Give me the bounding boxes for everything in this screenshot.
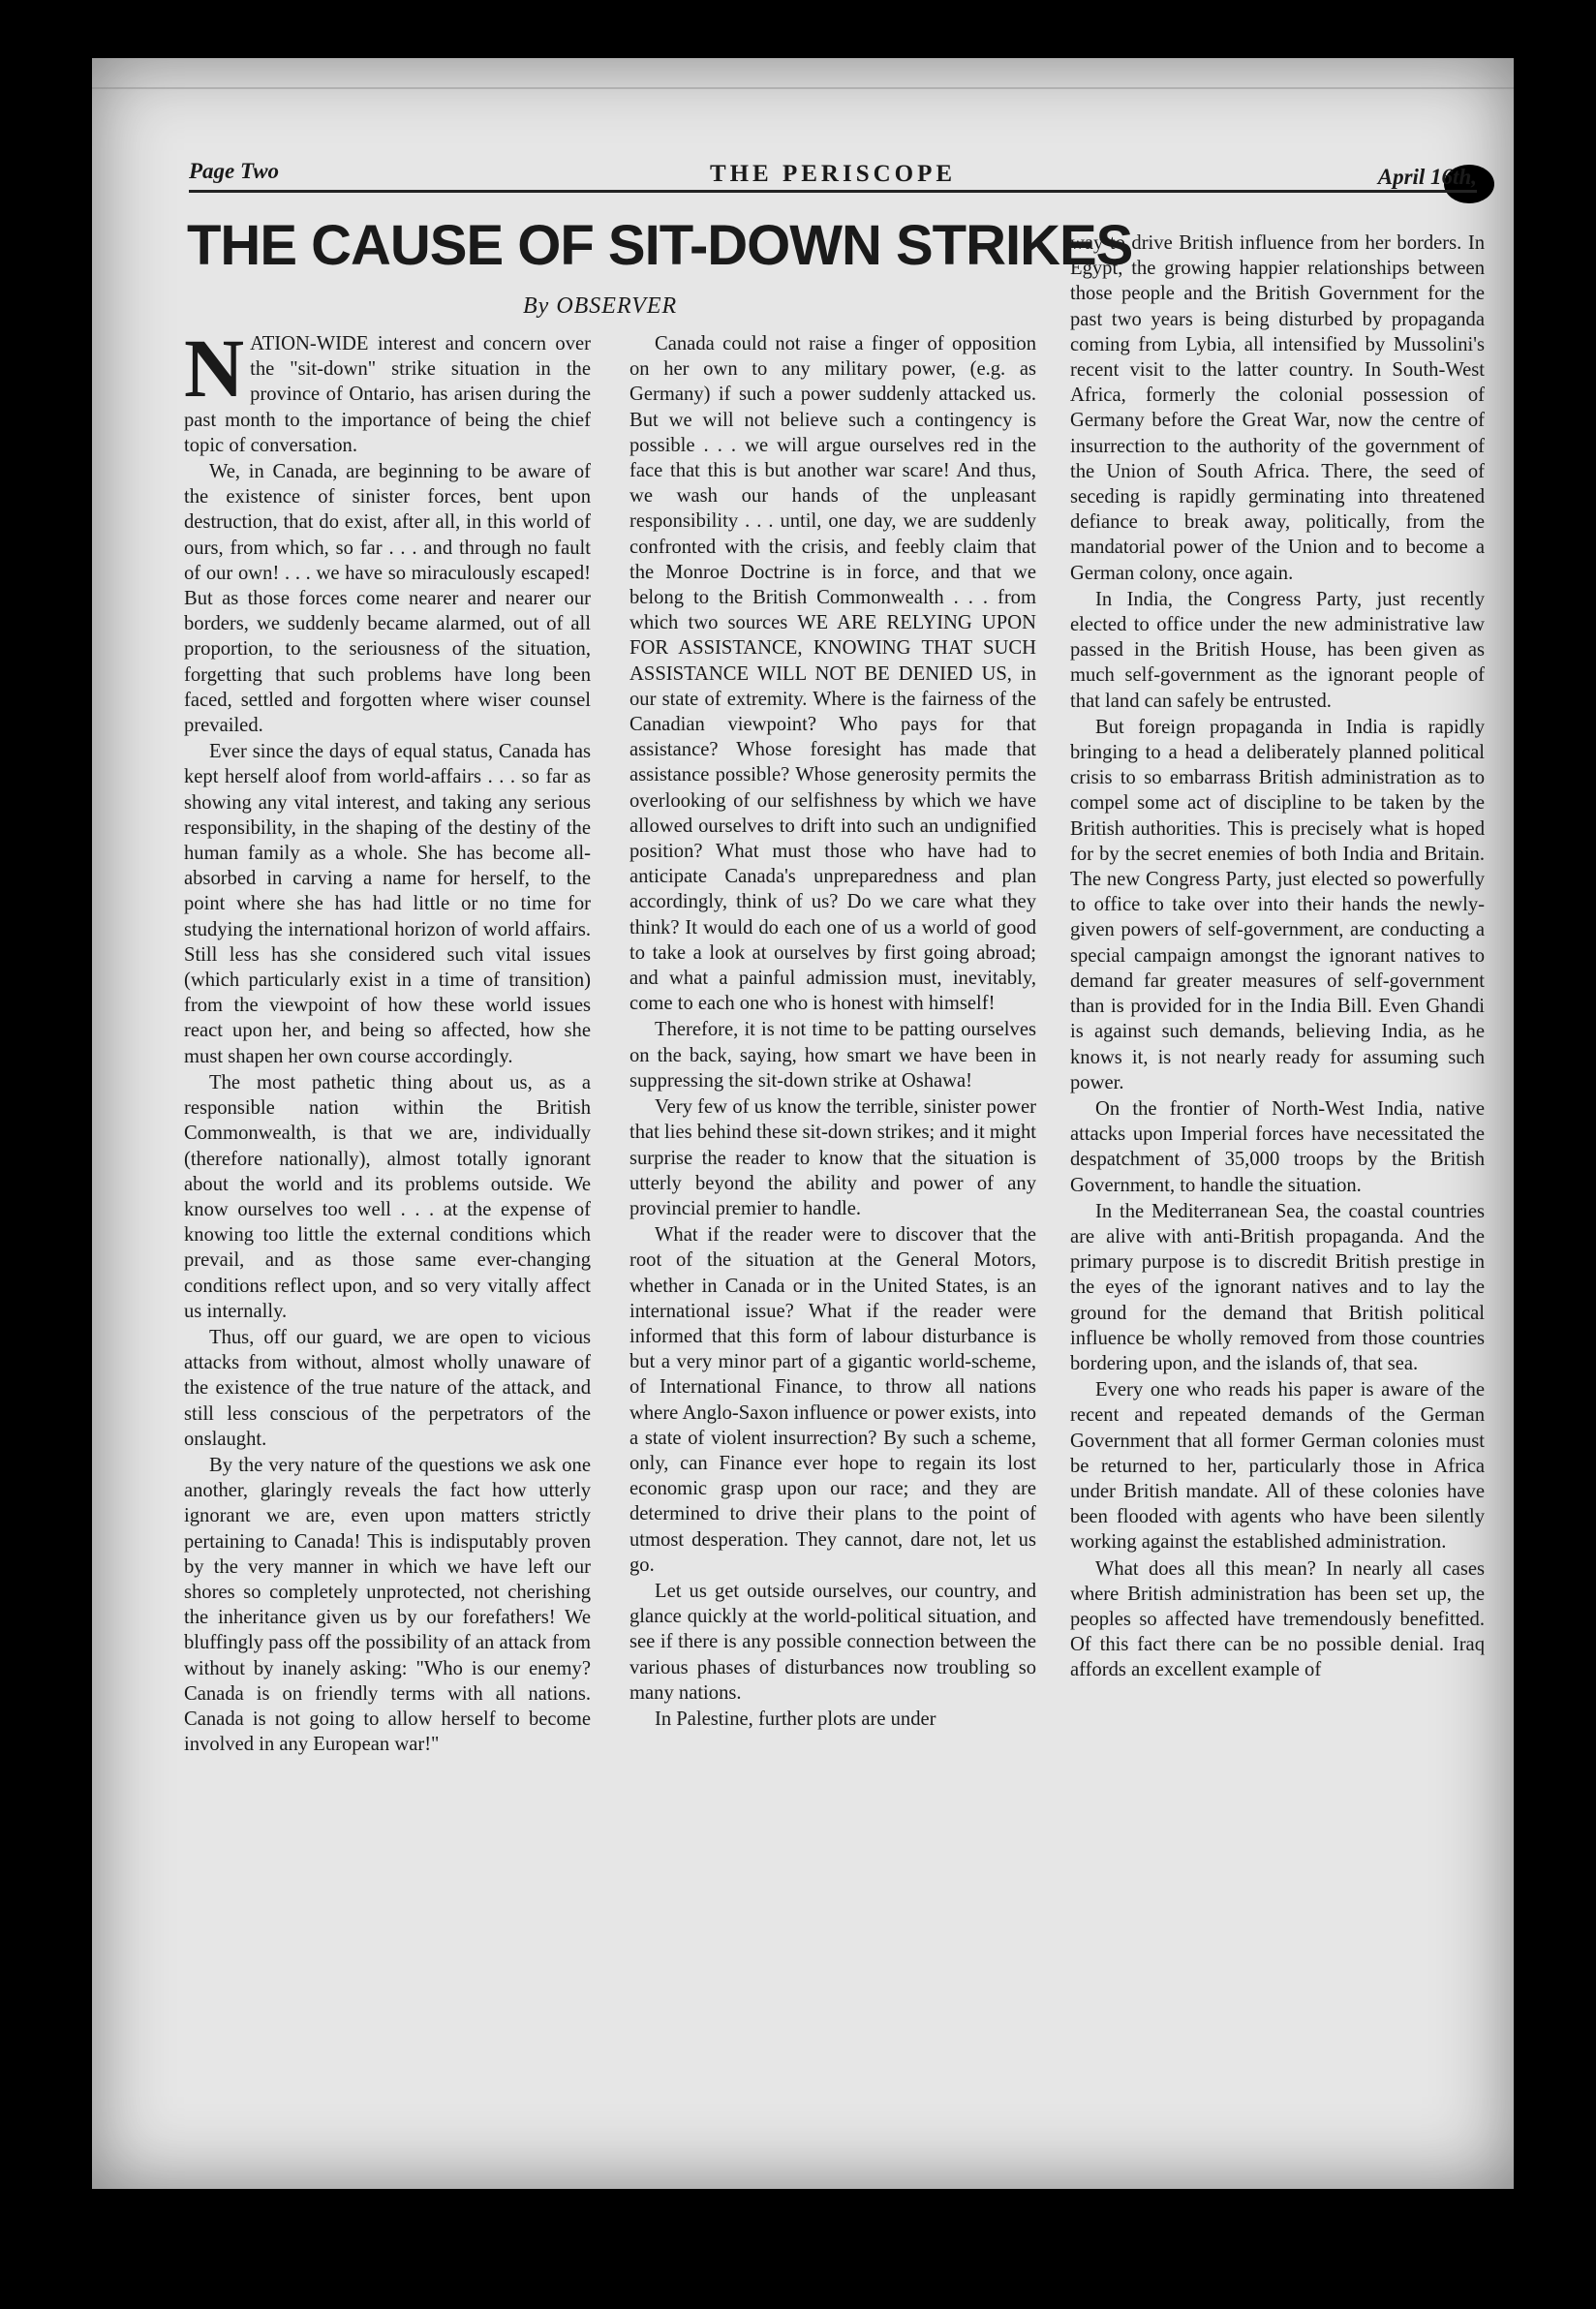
paragraph: What does all this mean? In nearly all cases where British administration has been set up, the peoples so affected have tremendously benefitted. Of this fact there can be no possible denial. Iraq affords an excellent example of [1070,1557,1485,1681]
article-column-1 [184,322,591,1757]
paragraph: Thus, off our guard, we are open to vicious attacks from without, almost wholly unaware of the existence of the true nature of the attack, and still less conscious of the perpetrators of the onslaught. [184,1326,591,1450]
paragraph: In India, the Congress Party, just recently elected to office under the new administrative law passed in the British House, has been given as much self-government as the ignorant people of that land can safely be entrusted. [1070,588,1485,712]
drop-cap: N [184,322,245,415]
issue-date: April 16th, [1377,165,1477,189]
paragraph: ATION-WIDE interest and concern over the "sit-down" strike situation in the province of Ontario, has arisen during the past month to the importance of being the chief topic of conversation. [184,333,591,456]
paragraph: Let us get outside ourselves, our country, and glance quickly at the world-political situation, and see if there is any possible connection between the various phases of disturbances now troubling so many nations. [629,1580,1036,1704]
paragraph: On the frontier of North-West India, native attacks upon Imperial forces have necessitated the despatchment of 35,000 troops by the British Government, to handle the situation. [1070,1097,1485,1196]
page-crease [92,87,1514,89]
paragraph: way to drive British influence from her borders. In Egypt, the growing happier relationships between those people and the British Government for the past two years is being disturbed by propaganda coming from Lybia, all intensified by Mussolini's recent visit to the latter country. In South-West Africa, formerly the colonial possession of Germany before the Great War, now the centre of insurrection to the authority of the government of the Union of South Africa. There, the seed of seceding is rapidly germinating into threatened defiance to break away, politically, from the mandatorial power of the Union and to become a German colony, once again. [1070,232,1485,584]
paragraph: What if the reader were to discover that the root of the situation at the General Motors, whether in Canada or in the United States, is an international issue? What if the reader were informed that this form of labour disturbance is but a very minor part of a gigantic world-scheme, of International Finance, to throw all nations where Anglo-Saxon influence or power exists, into a state of violent insurrection? By such a scheme, only, can Finance ever hope to regain its lost economic grasp upon our race; and they are determined to drive their plans to the point of utmost desperation. They cannot, dare not, let us go. [629,1224,1036,1576]
publication-title: THE PERISCOPE [709,161,957,187]
paragraph: In Palestine, further plots are under [655,1708,936,1730]
article-byline: By OBSERVER [523,293,678,319]
paragraph: But foreign propaganda in India is rapidly bringing to a head a deliberately planned political crisis to so embarrass British administration as to compel some act of discipline to be taken by the British authorities. This is precisely what is hoped for by the secret enemies of both India and Britain. The new Congress Party, just elected so powerfully to office to take over into their hands the newly-given powers of self-government, are conducting a special campaign amongst the ignorant natives to demand far greater measures of self-government than is provided for in the India Bill. Even Ghandi is against such demands, believing India, as he knows it, is not nearly ready for assuming such power. [1070,716,1485,1093]
paragraph: The most pathetic thing about us, as a responsible nation within the British Commonwealth, is that we are, individually (therefore nationally), almost totally ignorant about the world and its problems outside. We know ourselves too well . . . at the expense of knowing too little the external conditions which prevail, and as those same ever-changing conditions reflect upon, and so very vitally affect us internally. [184,1071,591,1322]
running-head [189,155,1477,193]
paragraph: By the very nature of the questions we ask one another, glaringly reveals the fact how utterly ignorant we are, even upon matters strictly pertaining to Canada! This is indisputably proven by the very manner in which we have left our shores so completely unprotected, not cherishing the inheritance given us by our forefathers! We bluffingly pass off the possibility of an attack from without by inanely asking: "Who is our enemy? Canada is on friendly terms with all nations. Canada is not going to allow herself to become involved in any European war!" [184,1454,591,1756]
paragraph: Canada could not raise a finger of opposition on her own to any military power, (e.g. as Germany) if such a power suddenly attacked us. But we will not believe such a contingency is possible . . . we will argue ourselves red in the face that this is but another war scare! And thus, we wash our hands of the unpleasant responsibility . . . until, one day, we are suddenly confronted with the crisis, and feebly claim that the Monroe Doctrine is in force, and that we belong to the British Commonwealth . . . from which two sources WE ARE RELYING UPON FOR ASSISTANCE, KNOWING THAT SUCH ASSISTANCE WILL NOT BE DENIED US, in our state of extremity. Where is the fairness of the Canadian viewpoint? Who pays for that assistance? Whose foresight has made that assistance possible? Whose generosity permits the overlooking of our selfishness by which we have allowed ourselves to drift into such an undignified position? What must those who have had to anticipate Canada's unpreparedness and plan accordingly, think of us? Do we care what they think? It would do each one of us a world of good to take a look at ourselves by first going abroad; and what a painful admission must, inevitably, come to each one who is honest with himself! [629,333,1036,1015]
paragraph: Ever since the days of equal status, Canada has kept herself aloof from world-affairs . . . so far as showing any vital interest, and taking any serious responsibility, in the shaping of the destiny of the human family as a whole. She has become all-absorbed in carving a name for herself, to the point where she has had little or no time for studying the international horizon of world affairs. Still less has she considered such vital issues (which particularly exist in a time of transition) from the viewpoint of how these world issues react upon her, and being so affected, how she must shapen her own course accordingly. [184,741,591,1067]
paragraph: We, in Canada, are beginning to be aware of the existence of sinister forces, bent upon destruction, that do exist, after all, in this world of ours, from which, so far . . . and through no fault of our own! . . . we have so miraculously escaped! But as those forces come nearer and nearer our borders, we suddenly became alarmed, out of all proportion, to the seriousness of the situation, forgetting that such problems have long been faced, settled and forgotten where wiser counsel prevailed. [184,461,591,737]
paragraph: Every one who reads his paper is aware of the recent and repeated demands of the German Government that all former German colonies must be returned to her, particularly those in Africa under British mandate. All of these colonies have been flooded with agents who have been silently working against the established administration. [1070,1379,1485,1554]
page-label: Page Two [189,159,280,183]
paragraph: Very few of us know the terrible, sinister power that lies behind these sit-down strikes; and it might surprise the reader to know that the situation is utterly beyond the ability and power of any provincial premier to handle. [629,1096,1036,1219]
paragraph: Therefore, it is not time to be patting ourselves on the back, saying, how smart we have been in suppressing the sit-down strike at Oshawa! [629,1019,1036,1092]
paragraph: In the Mediterranean Sea, the coastal countries are alive with anti-British propaganda. And the primary purpose is to discredit British prestige in the eyes of the ignorant natives and to lay the ground for the demand that British political influence be wholly removed from those countries bordering upon, and the islands of, that sea. [1070,1200,1485,1374]
newspaper-page [92,58,1514,2189]
article-column-3 [1070,231,1485,1683]
article-column-2 [629,331,1036,1732]
article-headline: THE CAUSE OF SIT-DOWN STRIKES [187,214,1133,277]
